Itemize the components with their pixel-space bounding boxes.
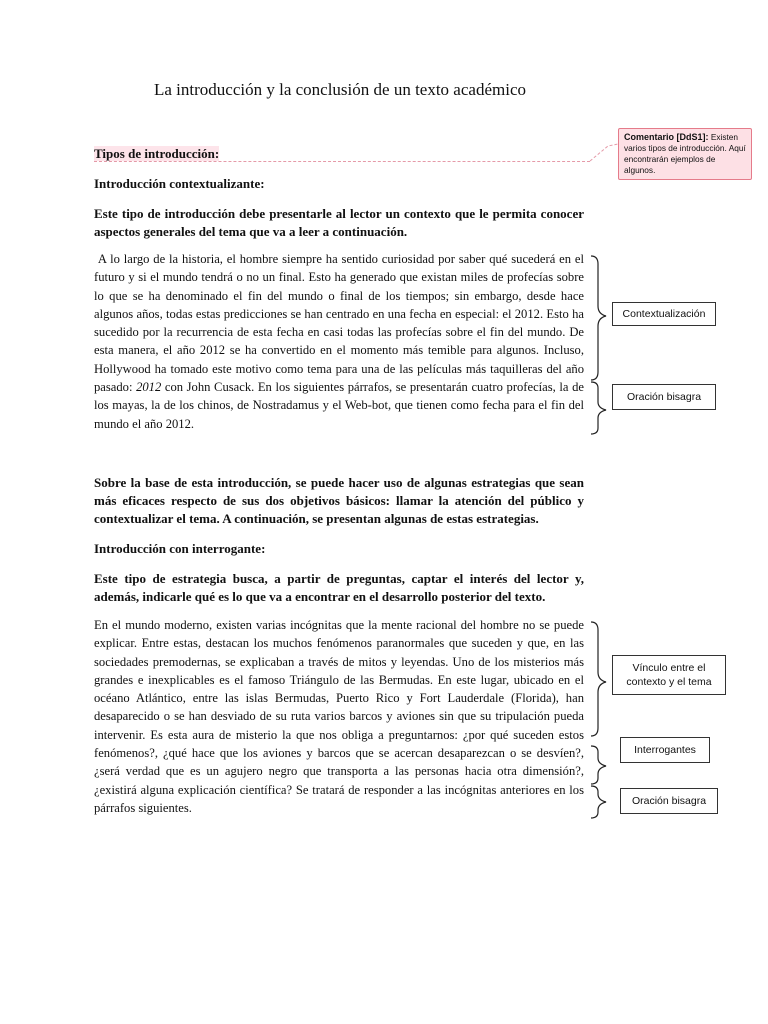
brace-contextualizacion [591, 256, 606, 380]
subheading-contextual: Introducción contextualizante: [94, 176, 265, 191]
transition-paragraph: Sobre la base de esta introducción, se puede hacer uso de algunas estrategias que sean más eficaces respecto de sus dos objetivos básicos: llamar la atención del público y contextualizar el tema. A continuación, se presentan algunas de estas estrategias. [94, 475, 584, 526]
brace-interrogantes [591, 746, 606, 784]
label-oracion-bisagra-1: Oración bisagra [612, 384, 716, 410]
brace-oracion-bisagra-2 [591, 786, 606, 818]
comment-text: Existen varios tipos de introducción. Aquí encontrarán ejemplos de algunos. [624, 132, 746, 175]
description-contextual: Este tipo de introducción debe presentarle al lector un contexto que le permita conocer aspectos generales del tema que va a leer a continuación. [94, 206, 584, 239]
film-title: 2012 [136, 380, 162, 395]
label-oracion-bisagra-2: Oración bisagra [620, 788, 718, 814]
label-vinculo: Vínculo entre el contexto y el tema [612, 655, 726, 695]
example-contextual-part1: A lo largo de la historia, el hombre siempre ha sentido curiosidad por saber qué sucederá en el futuro y si el mundo tendrá o no un final. Esto ha generado que existan miles de profecías sobre lo que se ha denominado el fin del mundo o final de los tiempos; sin embargo, desde hace algunos años, todas estas predicciones se han centrado en una fecha en especial: el 2012. Esto ha sucedido por la recurrencia de esta fecha en casi todas las profecías sobre el fin del mundo. De esta manera, el año 2012 se ha convertido en el momento más temible para algunos. Incluso, Hollywood ha tomado este motivo como tema para una de las películas más taquilleras del año pasado: [94, 252, 585, 395]
brace-vinculo [591, 622, 606, 736]
brace-oracion-bisagra-1 [591, 382, 606, 434]
document-title: La introducción y la conclusión de un texto académico [154, 80, 526, 99]
example-interrogative: En el mundo moderno, existen varias incógnitas que la mente racional del hombre no se puede explicar. Entre estas, destacan los muchos fenómenos paranormales que suceden y que, en las sociedades premodernas, se explicaban a través de mitos y leyendas. Uno de los misterios más grandes e inexplicables es el famoso Triángulo de las Bermudas. En este lugar, ubicado en el océano Atlántico, entre las islas Bermudas, Puerto Rico y Fort Lauderdale (Florida), han desaparecido o se han desviado de su ruta varios barcos y aviones sin que su tripulación pueda intervenir. Es esta aura de misterio la que nos obliga a preguntarnos: ¿por qué suceden estos fenómenos?, ¿qué hace que los aviones y barcos que se acercan desaparezcan o se desvíen?, ¿será verdad que es un agujero negro que transporta a las personas hacia otra dimensión?, ¿existirá alguna explicación científica? Se tratará de responder a las incógnitas anteriores en los párrafos siguientes. [94, 618, 584, 815]
label-interrogantes: Interrogantes [620, 737, 710, 763]
comment-author: Comentario [DdS1]: [624, 132, 709, 142]
section-heading-text: Tipos de introducción: [94, 146, 220, 161]
example-contextual-part2: con John Cusack. En los siguientes párrafos, se presentarán cuatro profecías, la de los mayas, la de los chinos, de Nostradamus y el Web-bot, que tienen como fecha para el fin del mundo el año 2012. [94, 380, 584, 431]
label-contextualizacion: Contextualización [612, 302, 716, 326]
description-interrogative: Este tipo de estrategia busca, a partir de preguntas, captar el interés del lector y, además, indicarle qué es lo que va a encontrar en el desarrollo posterior del texto. [94, 571, 584, 604]
subheading-interrogative: Introducción con interrogante: [94, 541, 266, 556]
